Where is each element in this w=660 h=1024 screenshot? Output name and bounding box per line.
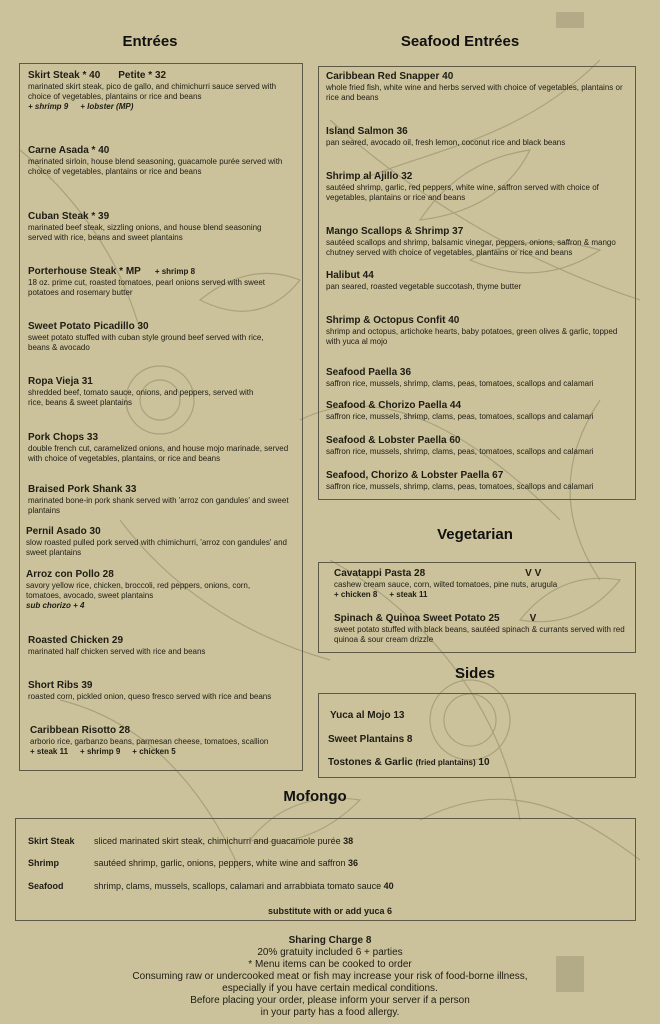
item-desc: sweet potato stuffed with cuban style ground beef served with rice, beans & avocado [28, 333, 264, 352]
item-name: Halibut 44 [326, 270, 374, 281]
item-name: Porterhouse Steak * MP [28, 266, 141, 277]
entree-item [28, 680, 293, 702]
item-desc: sliced marinated skirt steak, chimichurri and guacamole purée [94, 836, 341, 846]
item-desc: pan seared, roasted vegetable succotash, thyme butter [326, 282, 522, 291]
item-addon: + steak 11 [389, 590, 428, 599]
item-name: Roasted Chicken 29 [28, 635, 124, 646]
footer-line: Consuming raw or undercooked meat or fish may increase your risk of food-borne illness, [132, 971, 528, 982]
item-desc: savory yellow rice, chicken, broccoli, red peppers, onions, corn, tomatoes, avocado, sweet plantains [26, 581, 251, 600]
item-desc: marinated half chicken served with rice and beans [28, 647, 206, 656]
footer-line: 20% gratuity included 6 + parties [257, 947, 403, 958]
item-extra: V [529, 613, 537, 624]
item-price: 36 [348, 858, 359, 868]
vegetarian-item [334, 568, 629, 600]
item-name: Seafood Paella 36 [326, 367, 412, 378]
entrees-title: Entrées [122, 33, 178, 50]
item-name: Seafood [28, 881, 64, 891]
entree-item [28, 635, 288, 657]
item-desc: marinated skirt steak, pico de gallo, and chimichurri sauce served with choice of vegetables, plantains or rice and beans [28, 82, 277, 101]
item-name: Braised Pork Shank 33 [28, 484, 137, 495]
seafood-item [326, 226, 634, 258]
item-extra: Petite * 32 [118, 70, 167, 81]
footer-line: * Menu items can be cooked to order [248, 959, 412, 970]
item-name: Cavatappi Pasta 28 [334, 568, 426, 579]
item-name: Sweet Potato Picadillo 30 [28, 321, 149, 332]
item-desc: shrimp and octopus, artichoke hearts, baby potatoes, green olives & garlic, topped with yuca al mojo [326, 327, 618, 346]
item-name: Sweet Plantains 8 [328, 734, 413, 745]
item-addon: + chicken 5 [132, 747, 176, 756]
item-addon: + shrimp 9 [80, 747, 121, 756]
item-name: Yuca al Mojo 13 [330, 710, 405, 721]
item-name: Tostones & Garlic [328, 757, 413, 768]
item-name: Caribbean Red Snapper 40 [326, 71, 454, 82]
item-addon: sub chorizo + 4 [26, 601, 85, 610]
item-name: Shrimp [28, 858, 60, 868]
side-item [328, 757, 490, 769]
item-desc: saffron rice, mussels, shrimp, clams, peas, tomatoes, scallops and calamari [326, 482, 594, 491]
item-name: Seafood, Chorizo & Lobster Paella 67 [326, 470, 504, 481]
item-addon: + shrimp 9 [28, 102, 69, 111]
item-name: Caribbean Risotto 28 [30, 725, 131, 736]
item-name: Arroz con Pollo 28 [26, 569, 114, 580]
item-name: Shrimp & Octopus Confit 40 [326, 315, 460, 326]
footer-line: Before placing your order, please inform your server if a person [190, 995, 470, 1006]
seafood-item [326, 367, 631, 389]
item-desc: sautéed shrimp, garlic, red peppers, white wine, saffron served with choice of vegetables, plantains or rice and beans [326, 183, 599, 202]
mofongo-substitute-note: substitute with or add yuca 6 [267, 906, 393, 916]
item-desc: shrimp, clams, mussels, scallops, calamari and arrabbiata tomato sauce [94, 881, 382, 891]
entree-item [28, 70, 298, 112]
item-extra: + shrimp 8 [154, 267, 196, 276]
item-desc: double french cut, caramelized onions, and house mojo marinade, served with choice of vegetables, plantains, or rice and beans [28, 444, 289, 463]
seafood-item [326, 315, 631, 347]
item-name: Pork Chops 33 [28, 432, 99, 443]
side-item [328, 734, 412, 746]
item-desc: sautéed scallops and shrimp, balsamic vinegar, peppers, onions, saffron & mango chutney served with choice of vegetables, plantains or rice and beans [326, 238, 616, 257]
mofongo-item [28, 881, 394, 891]
item-name: Ropa Vieja 31 [28, 376, 93, 387]
sharing-charge: Sharing Charge 8 [288, 935, 372, 946]
seafood-item [326, 126, 626, 148]
entree-item [28, 211, 283, 243]
item-name: Shrimp al Ajillo 32 [326, 171, 413, 182]
item-desc: pan seared, avocado oil, fresh lemon, coconut rice and black beans [326, 138, 566, 147]
item-addon: + chicken 8 [334, 590, 378, 599]
seafood-title: Seafood Entrées [400, 33, 520, 50]
item-price: 38 [343, 836, 354, 846]
item-price: 40 [383, 881, 394, 891]
item-desc: marinated sirloin, house blend seasoning, guacamole purée served with choice of vegetables, plantains or rice and beans [28, 157, 283, 176]
item-extra: V V [525, 568, 542, 579]
item-desc: saffron rice, mussels, shrimp, clams, peas, tomatoes, scallops and calamari [326, 447, 594, 456]
item-name: Cuban Steak * 39 [28, 211, 110, 222]
item-desc: saffron rice, mussels, shrimp, clams, peas, tomatoes, scallops and calamari [326, 412, 594, 421]
entree-item [28, 266, 278, 298]
seafood-item [326, 470, 631, 492]
item-addon: + steak 11 [30, 747, 69, 756]
vegetarian-title: Vegetarian [437, 526, 513, 543]
item-name: Seafood & Lobster Paella 60 [326, 435, 461, 446]
footer-notes [0, 935, 660, 1019]
seafood-item [326, 400, 631, 422]
sides-title: Sides [454, 665, 496, 682]
item-name: Spinach & Quinoa Sweet Potato 25 [334, 613, 500, 624]
mofongo-title: Mofongo [283, 788, 347, 805]
mofongo-item [28, 858, 358, 868]
item-desc: shredded beef, tomato sauce, onions, and peppers, served with rice, beans & sweet plantains [28, 388, 254, 407]
seafood-item [326, 71, 626, 103]
item-note: (fried plantains) [415, 758, 476, 767]
item-name: Pernil Asado 30 [26, 526, 101, 537]
item-desc: saffron rice, mussels, shrimp, clams, peas, tomatoes, scallops and calamari [326, 379, 594, 388]
entree-item [28, 145, 288, 177]
vegetarian-item [334, 613, 629, 645]
item-desc: marinated beef steak, sizzling onions, and house blend seasoning served with rice, beans and sweet plantains [28, 223, 262, 242]
item-desc: arborio rice, garbanzo beans, parmesan cheese, tomatoes, scallion [30, 737, 269, 746]
item-desc: cashew cream sauce, corn, wilted tomatoes, pine nuts, arugula [334, 580, 558, 589]
item-name: Mango Scallops & Shrimp 37 [326, 226, 464, 237]
item-addon: + lobster (MP) [80, 102, 134, 111]
seafood-item [326, 435, 631, 457]
entree-item [26, 569, 286, 611]
item-price: 10 [478, 757, 490, 768]
item-name: Carne Asada * 40 [28, 145, 110, 156]
entree-item [28, 376, 258, 408]
item-desc: sweet potato stuffed with black beans, sautéed spinach & currants served with red quinoa & sour cream drizzle [334, 625, 625, 644]
item-name: Island Salmon 36 [326, 126, 408, 137]
mofongo-item [28, 836, 353, 846]
item-desc: 18 oz. prime cut, roasted tomatoes, pearl onions served with sweet potatoes and rosemary butter [28, 278, 266, 297]
entree-item [28, 432, 293, 464]
footer-line: in your party has a food allergy. [260, 1007, 400, 1018]
item-name: Skirt Steak [28, 836, 75, 846]
item-desc: whole fried fish, white wine and herbs served with choice of vegetables, plantains or rice and beans [326, 83, 623, 102]
footer-line: especially if you have certain medical conditions. [222, 983, 438, 994]
item-desc: slow roasted pulled pork served with chimichurri, 'arroz con gandules' and sweet plantains [26, 538, 287, 557]
entree-item [28, 321, 268, 353]
item-name: Seafood & Chorizo Paella 44 [326, 400, 462, 411]
seafood-item [326, 270, 626, 292]
entree-item [28, 484, 293, 516]
item-desc: marinated bone-in pork shank served with 'arroz con gandules' and sweet plantains [28, 496, 289, 515]
item-name: Short Ribs 39 [28, 680, 93, 691]
item-desc: roasted corn, pickled onion, queso fresco served with rice and beans [28, 692, 272, 701]
entree-item [26, 526, 294, 558]
entree-item [30, 725, 295, 757]
item-desc: sautéed shrimp, garlic, onions, peppers, white wine and saffron [94, 858, 346, 868]
seafood-item [326, 171, 626, 203]
side-item [330, 710, 404, 722]
item-name: Skirt Steak * 40 [28, 70, 101, 81]
